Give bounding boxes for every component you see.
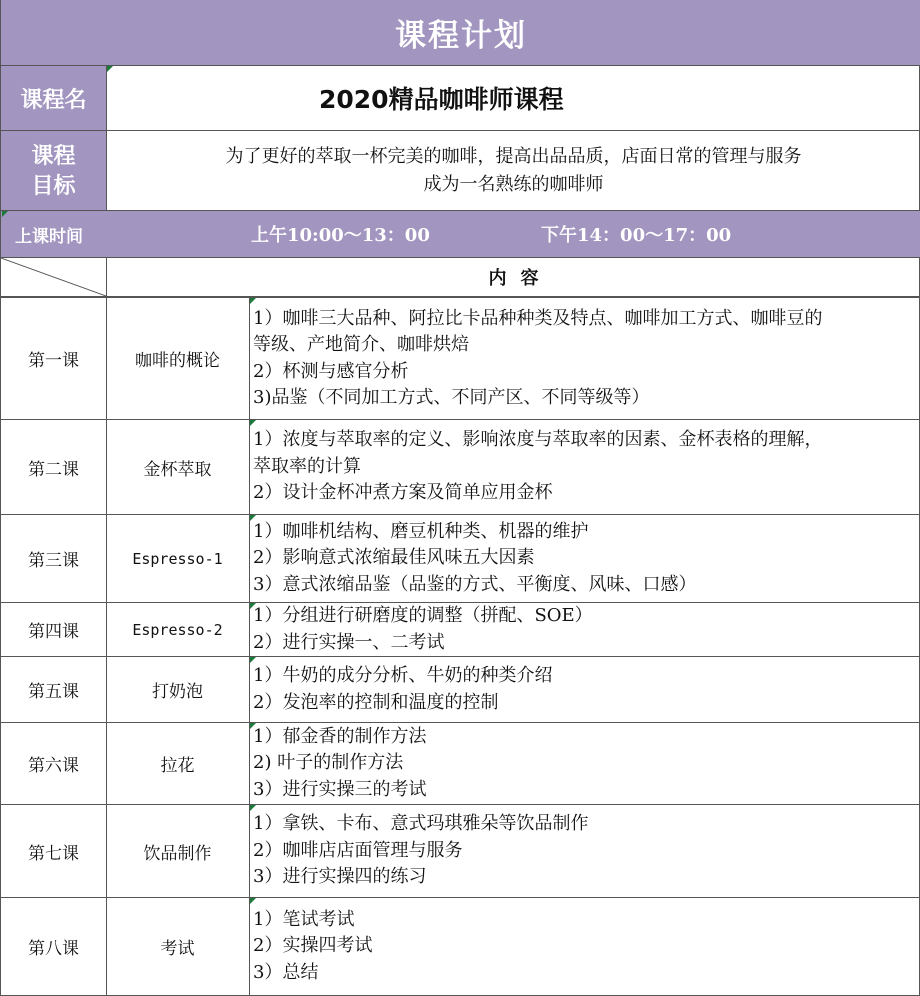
lesson-content <box>249 898 920 995</box>
lesson-content-line: 等级、产地简介、咖啡烘焙 <box>253 334 469 355</box>
course-goal-text <box>106 131 920 210</box>
lesson-content-line: 1）咖啡三大品种、阿拉比卡品种种类及特点、咖啡加工方式、咖啡豆的 <box>253 307 823 329</box>
lesson-number: 第五课 <box>28 682 79 702</box>
sheet-title: 课程计划 <box>1 0 920 66</box>
lesson-content-line: 萃取率的计算 <box>253 455 361 477</box>
class-time-morning: 上午10:00～13：00 <box>251 225 430 246</box>
lesson-content <box>249 515 920 602</box>
lesson-content-line: 1）浓度与萃取率的定义、影响浓度与萃取率的因素、金杯表格的理解， <box>253 429 823 451</box>
lesson-topic: 考试 <box>160 939 195 959</box>
table-header-row <box>1 258 920 298</box>
lesson-content <box>249 657 920 722</box>
lesson-content-line: 2）咖啡店店面管理与服务 <box>253 839 463 861</box>
course-goal-line: 成为一名熟练的咖啡师 <box>423 174 604 195</box>
lesson-content-line: 1）牛奶的成分分析、牛奶的种类介绍 <box>253 665 553 686</box>
class-time-afternoon: 下午14：00～17：00 <box>541 225 732 246</box>
lesson-number: 第三课 <box>28 551 79 571</box>
class-time-row <box>1 211 920 258</box>
lesson-row <box>1 420 920 515</box>
lesson-number: 第七课 <box>28 843 79 864</box>
class-time-label: 上课时间 <box>15 226 83 247</box>
lesson-content-line: 1）郁金香的制作方法 <box>253 725 427 747</box>
diagonal-header-cell <box>1 258 106 296</box>
content-header: 内容 <box>488 268 553 289</box>
lesson-topic: 打奶泡 <box>152 682 203 702</box>
lesson-content <box>249 805 920 897</box>
course-goal-line: 为了更好的萃取一杯完美的咖啡，提高出品品质，店面日常的管理与服务 <box>225 146 802 167</box>
lesson-row <box>1 515 920 603</box>
course-name-label: 课程名 <box>1 66 106 130</box>
lesson-content <box>249 723 920 804</box>
lesson-topic: Espresso-2 <box>132 620 223 639</box>
lesson-content <box>249 298 920 419</box>
lesson-row <box>1 657 920 723</box>
lesson-content-line: 2）影响意式浓缩最佳风味五大因素 <box>253 547 535 569</box>
lesson-content-line: 3)品鉴（不同加工方式、不同产区、不同等级等） <box>253 387 650 408</box>
lesson-number: 第二课 <box>28 459 79 480</box>
course-goal-row <box>1 131 920 211</box>
lesson-content-line: 2）设计金杯冲煮方案及简单应用金杯 <box>253 482 553 504</box>
lesson-content-line: 2）杯测与感官分析 <box>253 360 409 382</box>
lesson-row <box>1 298 920 420</box>
course-goal-label <box>1 131 106 210</box>
lesson-content-line: 3）意式浓缩品鉴（品鉴的方式、平衡度、风味、口感） <box>253 573 697 595</box>
lesson-row <box>1 805 920 898</box>
lesson-content-line: 3）总结 <box>253 961 319 983</box>
lesson-content-line: 1）拿铁、卡布、意式玛琪雅朵等饮品制作 <box>253 813 589 835</box>
lesson-content-line: 1）分组进行研磨度的调整（拼配、SOE） <box>253 605 593 626</box>
lesson-topic: 拉花 <box>160 756 195 776</box>
lesson-content-line: 1）笔试考试 <box>253 908 355 930</box>
course-goal-label-line1: 课程 <box>31 142 76 169</box>
lesson-number: 第八课 <box>28 939 79 959</box>
lesson-row <box>1 898 920 996</box>
lesson-topic: Espresso-1 <box>132 549 223 568</box>
lesson-topic: 金杯萃取 <box>143 459 212 480</box>
lesson-content <box>249 603 920 656</box>
course-name-row <box>1 66 920 131</box>
lesson-content-line: 2）进行实操一、二考试 <box>253 631 445 653</box>
lesson-content <box>249 420 920 514</box>
lesson-content-line: 3）进行实操四的练习 <box>253 866 427 888</box>
lesson-row <box>1 723 920 805</box>
lesson-row <box>1 603 920 657</box>
lesson-number: 第四课 <box>28 622 79 642</box>
lesson-content-line: 2）实操四考试 <box>253 935 373 957</box>
lesson-content-line: 2）发泡率的控制和温度的控制 <box>253 691 499 713</box>
course-goal-label-line2: 目标 <box>31 172 76 199</box>
lesson-number: 第一课 <box>28 351 79 371</box>
lesson-content-line: 2) 叶子的制作方法 <box>253 752 404 774</box>
lesson-topic: 咖啡的概论 <box>135 351 220 371</box>
lesson-content-line: 1）咖啡机结构、磨豆机种类、机器的维护 <box>253 520 589 542</box>
lesson-content-line: 3）进行实操三的考试 <box>253 778 427 800</box>
lesson-topic: 饮品制作 <box>143 843 212 864</box>
course-name-value: 2020精品咖啡师课程 <box>319 85 564 114</box>
lesson-number: 第六课 <box>28 756 79 776</box>
